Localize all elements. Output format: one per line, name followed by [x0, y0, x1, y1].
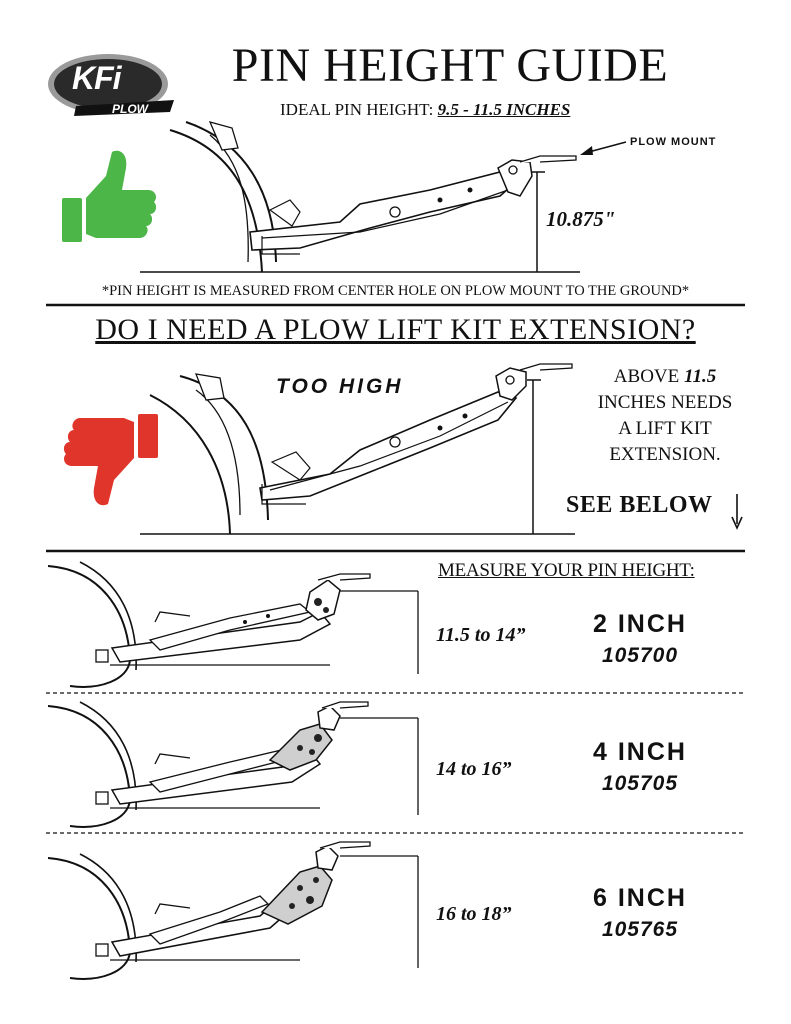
thumbs-down-icon [62, 412, 162, 512]
option-range: 11.5 to 14” [436, 624, 526, 646]
top-measurement: 10.875" [546, 207, 616, 231]
ideal-value: 9.5 - 11.5 INCHES [437, 100, 571, 119]
lift-kit-question: DO I NEED A PLOW LIFT KIT EXTENSION? [95, 313, 696, 346]
measure-title: MEASURE YOUR PIN HEIGHT: [438, 560, 695, 581]
measurement-note: *PIN HEIGHT IS MEASURED FROM CENTER HOLE ON PLOW MOUNT TO THE GROUND* [101, 283, 690, 299]
above-text [580, 364, 750, 468]
page-title: PIN HEIGHT GUIDE [231, 39, 669, 92]
too-high-label: TOO HIGH [276, 375, 404, 398]
option-part-number: 105700 [601, 644, 679, 667]
option-part-number: 105765 [601, 918, 679, 941]
above-line-4: EXTENSION. [609, 444, 721, 465]
option-size: 6 INCH [593, 884, 687, 912]
option-size: 2 INCH [593, 610, 687, 638]
option-4-inch-diagram [48, 702, 418, 827]
above-prefix: ABOVE [613, 366, 684, 387]
thumbs-up-icon [60, 146, 160, 246]
above-line-2: INCHES NEEDS [597, 392, 733, 413]
arrow-down-icon [732, 494, 742, 528]
option-6-inch-diagram [48, 842, 418, 979]
top-plow-diagram [140, 122, 626, 272]
option-range: 14 to 16” [436, 758, 512, 780]
logo-brand: KFi [72, 60, 121, 96]
see-below-label: SEE BELOW [566, 492, 713, 518]
plow-mount-label: PLOW MOUNT [630, 136, 717, 148]
ideal-pin-height [280, 100, 570, 120]
logo-sub: PLOW [112, 102, 148, 116]
ideal-label: IDEAL PIN HEIGHT: [280, 100, 434, 119]
option-2-inch-diagram [48, 562, 418, 687]
option-part-number: 105705 [601, 772, 679, 795]
kfi-plow-logo [46, 50, 176, 122]
option-size: 4 INCH [593, 738, 687, 766]
above-line-3: A LIFT KIT [618, 418, 712, 439]
above-value: 11.5 [684, 366, 717, 387]
option-range: 16 to 18” [436, 903, 512, 925]
